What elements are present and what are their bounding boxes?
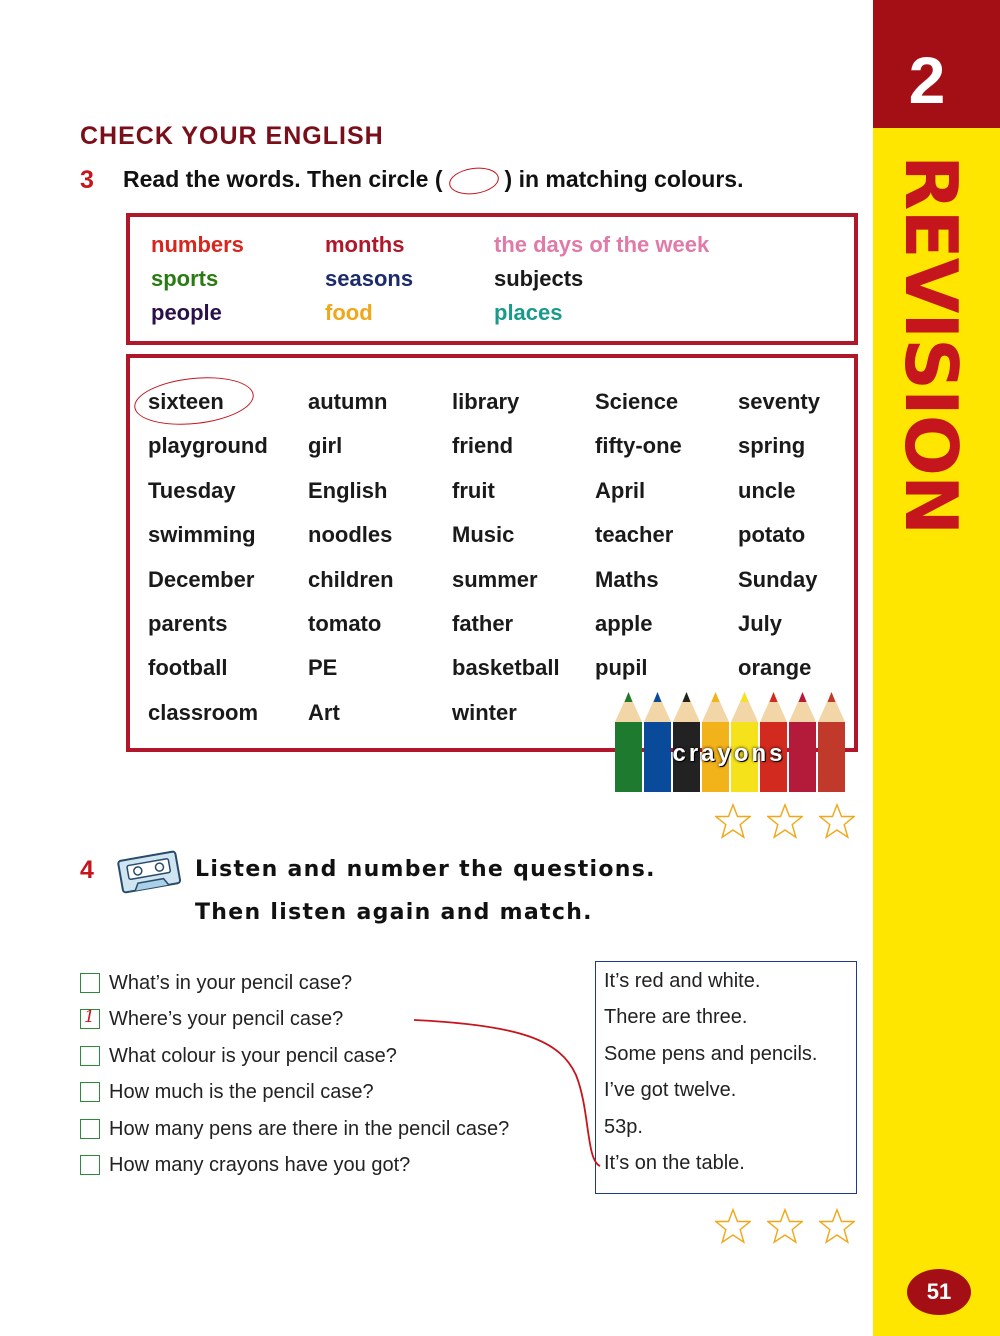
number-answer-box[interactable]	[80, 1046, 100, 1066]
question-row	[80, 1006, 343, 1032]
word-item: basketball	[452, 655, 560, 680]
star-icon	[715, 803, 751, 839]
question-order-number: 1	[84, 1007, 95, 1027]
word-item: children	[308, 567, 394, 592]
word-item: parents	[148, 611, 228, 636]
rating-stars-2	[715, 1208, 855, 1244]
word-item: noodles	[308, 522, 393, 547]
star-icon	[715, 1208, 751, 1244]
category-label: seasons	[325, 266, 414, 291]
word-item: apple	[595, 611, 653, 636]
answer-item: I’ve got twelve.	[604, 1079, 737, 1101]
word-item: uncle	[738, 478, 796, 503]
category-label: food	[325, 300, 373, 325]
question-text: What colour is your pencil case?	[109, 1044, 397, 1067]
word-item: football	[148, 655, 228, 680]
question-text: What’s in your pencil case?	[109, 971, 353, 994]
star-icon	[819, 803, 855, 839]
word-item: swimming	[148, 522, 256, 547]
word-item: pupil	[595, 655, 648, 680]
word-item: classroom	[148, 700, 259, 725]
category-label: places	[494, 300, 563, 325]
word-item: fruit	[452, 478, 495, 503]
category-label: sports	[151, 266, 219, 291]
word-item: friend	[452, 433, 514, 458]
oval-icon	[447, 165, 500, 198]
cassette-icon	[116, 848, 182, 894]
word-item: July	[738, 611, 783, 636]
word-item: library	[452, 389, 520, 414]
question-row	[80, 1079, 374, 1105]
page-number: 51	[926, 1279, 952, 1304]
word-item: PE	[308, 655, 338, 680]
category-label: people	[151, 300, 222, 325]
word-item: autumn	[308, 389, 388, 414]
unit-number: 2	[908, 43, 946, 117]
exercise-3-instruction	[123, 166, 744, 194]
word-item: Maths	[595, 567, 659, 592]
crayons-label: crayons	[672, 740, 786, 767]
instruction-part-2: ) in matching colours.	[504, 166, 744, 192]
number-answer-box[interactable]	[80, 973, 100, 993]
answer-item: 53p.	[604, 1116, 643, 1138]
star-icon	[767, 1208, 803, 1244]
word-item: winter	[452, 700, 517, 725]
number-answer-box[interactable]	[80, 1082, 100, 1102]
question-row	[80, 970, 352, 996]
category-label: the days of the week	[494, 232, 710, 257]
category-label: numbers	[151, 232, 244, 257]
number-answer-box[interactable]	[80, 1009, 100, 1029]
revision-title: REVISION	[889, 155, 973, 535]
word-item: teacher	[595, 522, 674, 547]
word-item: fifty-one	[595, 433, 682, 458]
word-item: Art	[308, 700, 340, 725]
word-item: Music	[452, 522, 515, 547]
word-item: summer	[452, 567, 538, 592]
number-answer-box[interactable]	[80, 1155, 100, 1175]
word-item: Sunday	[738, 567, 818, 592]
exercise-3-number: 3	[80, 166, 94, 194]
word-item: tomato	[308, 611, 382, 636]
answer-item: It’s on the table.	[604, 1152, 745, 1174]
section-heading: CHECK YOUR ENGLISH	[80, 122, 384, 150]
question-text: How many crayons have you got?	[109, 1153, 411, 1176]
word-item: potato	[738, 522, 806, 547]
number-answer-box[interactable]	[80, 1119, 100, 1139]
instruction-part-1: Read the words. Then circle (	[123, 166, 443, 192]
exercise-4-instruction-line-2: Then listen again and match.	[195, 900, 593, 925]
word-item: sixteen	[148, 389, 224, 414]
star-icon	[767, 803, 803, 839]
star-icon	[819, 1208, 855, 1244]
word-item: English	[308, 478, 388, 503]
answer-item: Some pens and pencils.	[604, 1043, 818, 1065]
exercise-4-instruction-line-1: Listen and number the questions.	[195, 857, 656, 882]
word-item: Tuesday	[148, 478, 236, 503]
word-item: December	[148, 567, 255, 592]
question-text: Where’s your pencil case?	[109, 1007, 344, 1030]
word-item: Science	[595, 389, 679, 414]
question-row	[80, 1043, 397, 1069]
answer-item: It’s red and white.	[604, 970, 761, 992]
word-item: orange	[738, 655, 812, 680]
word-item: girl	[308, 433, 343, 458]
exercise-4-number: 4	[80, 856, 94, 884]
answer-item: There are three.	[604, 1006, 748, 1028]
rating-stars-1	[715, 803, 855, 839]
word-item: spring	[738, 433, 806, 458]
question-text: How many pens are there in the pencil case?	[109, 1117, 510, 1140]
question-row	[80, 1116, 509, 1142]
category-label: subjects	[494, 266, 584, 291]
word-item: father	[452, 611, 514, 636]
word-item: seventy	[738, 389, 820, 414]
category-label: months	[325, 232, 405, 257]
question-row	[80, 1152, 410, 1178]
question-text: How much is the pencil case?	[109, 1080, 374, 1103]
word-item: April	[595, 478, 646, 503]
word-item: playground	[148, 433, 268, 458]
